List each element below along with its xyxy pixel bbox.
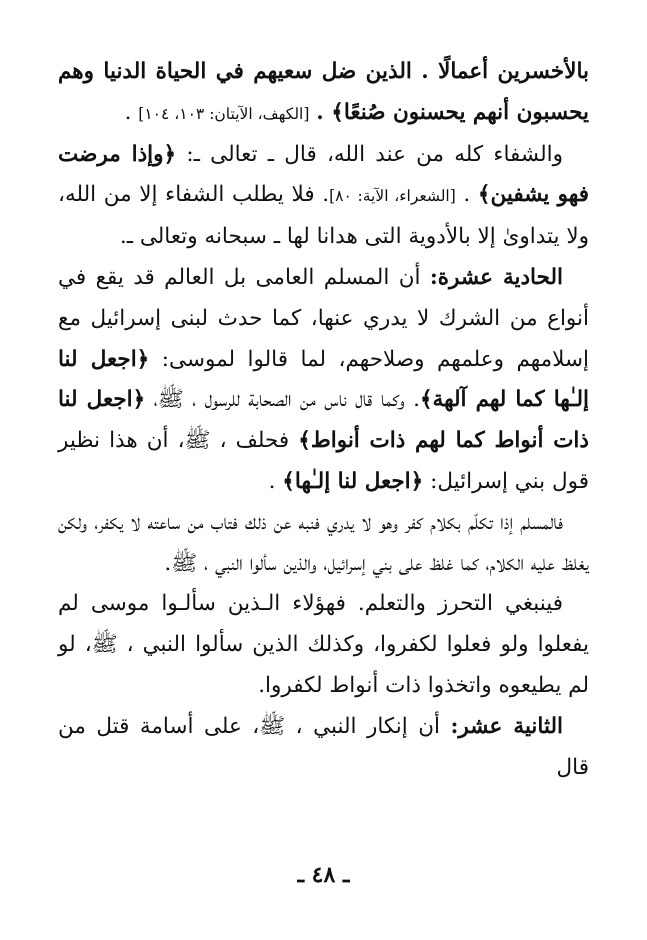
quran-verse-short: ﴿اجعل لنا إلـٰها﴾	[282, 468, 424, 494]
page-number: ـ ٤٨ ـ	[297, 862, 350, 888]
paragraph-caution: فينبغي التحرز والتعلم. فهؤلاء الـذين سألـوا موسى لم يفعلوا ولو فعلوا لكفروا، وكذلك الذين سألوا النبي ، ﷺ، لو لم يطيعوه واتخذوا ذات أنواط لكفروا.	[58, 591, 589, 698]
text-segment: . فلا يطلب الشفاء إلا من الله، ولا يتداوىٰ إلا بالأدوية التى هدانا لها ـ سبحانه وتعالى ـ.	[58, 182, 589, 250]
text-segment: فحلف ، ﷺ، أن هذا نظير قول بني إسرائيل:	[58, 428, 589, 494]
verse-reference-kahf: [الكهف، الآيتان: ١٠٣، ١٠٤]	[138, 104, 310, 123]
hadith-quote: ﴿اجعل لنا ذات أنواط كما لهم ذات أنواط﴾	[58, 387, 589, 454]
quran-verse-araf: ﴿اجعل لنا إلـٰها كما لهم آلهة﴾	[58, 346, 589, 413]
paragraph-eleventh	[58, 258, 589, 503]
period: .	[124, 99, 132, 125]
verse-close: ﴾ .	[316, 99, 344, 125]
text-segment: . وكما قال ناس من الصحابة للرسول ، ﷺ،	[153, 387, 420, 413]
paragraph-healing	[58, 135, 589, 258]
section-heading-eleventh: الحادية عشرة:	[429, 264, 563, 290]
text-segment: أن المسلم العامى بل العالم قد يقع في أنواع من الشرك لا يدري عنها، كما حدث لبنى إسرائيل مع إسلامهم وعلمهم وصلاحهم، لما قالوا لموسى:	[58, 264, 590, 372]
quran-verse-shuara: ﴿وإذا مرضت فهو يشفين﴾	[58, 141, 589, 208]
section-heading-twelfth: الثانية عشر:	[450, 713, 563, 739]
paragraph-twelfth	[58, 707, 589, 789]
paragraph-muslim-kufr: فالمسلم إذا تكلّم بكلام كفر وهو لا يدري فنبه عن ذلك فتاب من ساعته لا يكفر، ولكن يغلظ عليه الكلام، كما غلظ على بني إسرائيل، والذين سألوا النبي ، ﷺ.	[58, 509, 589, 576]
period: .	[463, 182, 471, 208]
period: .	[268, 468, 276, 494]
quran-verse-kahf: بالأخسرين أعمالًا . الذين ضل سعيهم في الحياة الدنيا وهم يحسبون أنهم يحسنون صُنعًا	[58, 59, 589, 125]
text-segment: والشفاء كله من عند الله، قال ـ تعالى ـ:	[186, 141, 563, 167]
paragraph-quran-continuation	[58, 52, 589, 135]
text-segment: أن إنكار النبي ، ﷺ، على أسامة قتل من قال	[58, 713, 589, 780]
verse-reference-shuara: [الشعراء، الآية: ٨٠]	[329, 187, 456, 206]
